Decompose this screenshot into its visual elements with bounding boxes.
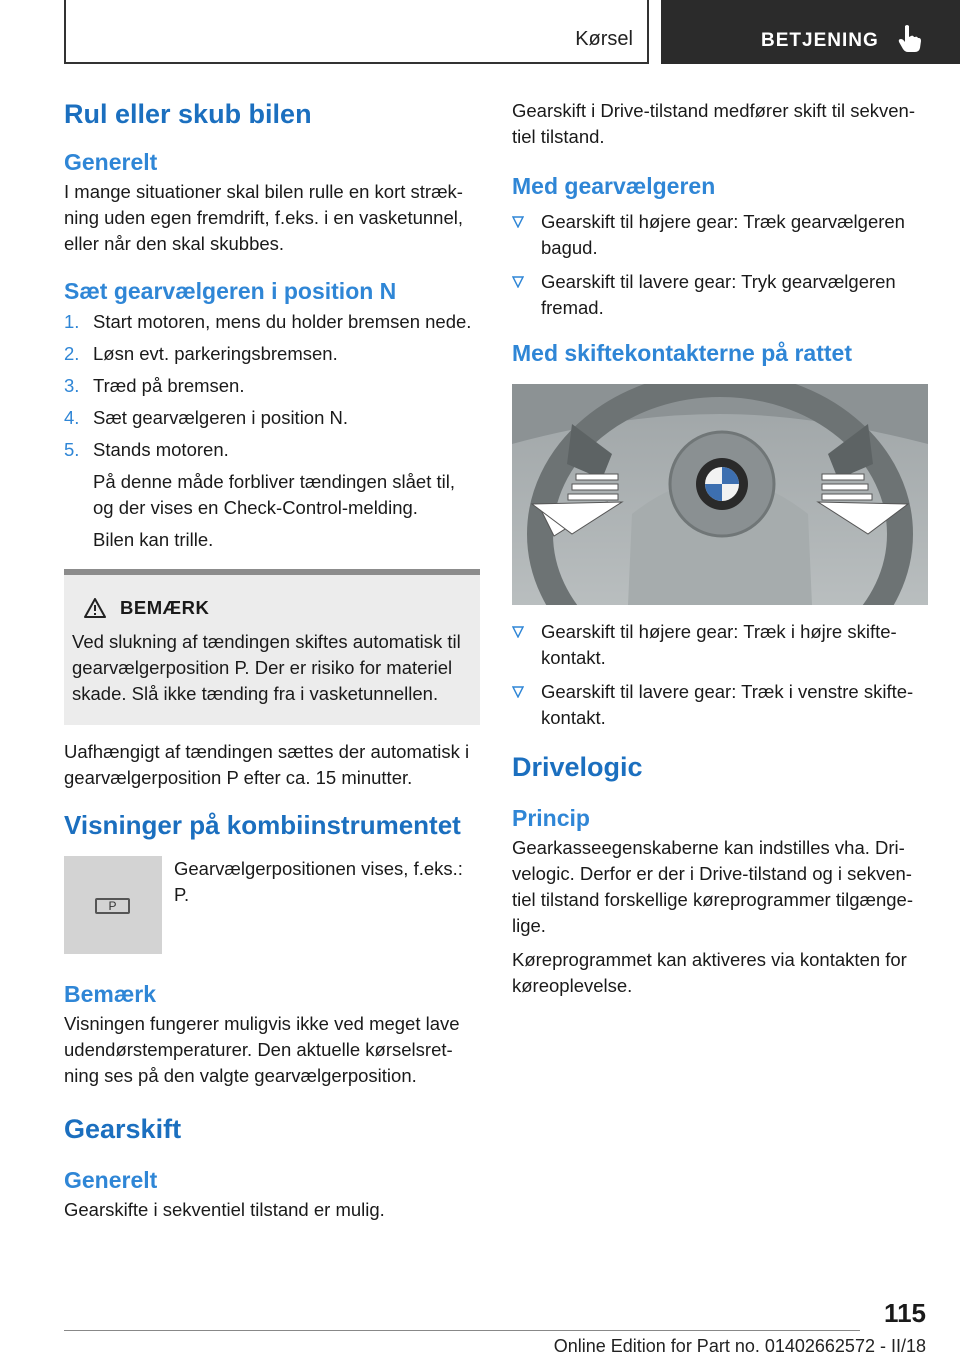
bullet-triangle-icon (512, 626, 524, 638)
footer-divider (64, 1330, 860, 1331)
list-item: 4. Sæt gearvælgeren i position N. (64, 407, 349, 429)
section-title: Kørsel (575, 28, 633, 50)
list-item: Gearskift til højere gear: Træk i højre skiftekontakt. (512, 619, 928, 671)
display-caption: Gearvælgerpositionen vises, f.eks.: P. (174, 857, 463, 905)
heading-remark: Bemærk (64, 980, 157, 1007)
list-item: 2. Løsn evt. parkeringsbremsen. (64, 343, 338, 365)
instrument-display-image (64, 856, 162, 954)
warning-icon (84, 598, 106, 618)
heading-paddles: Med skiftekontakterne på rattet (512, 339, 852, 366)
list-item: 3. Træd på bremsen. (64, 375, 245, 397)
heading-general: Generelt (64, 148, 158, 175)
list-item: 5. Stands motoren. På denne måde forbliver tændingen slået til, og der vises en Check-Control-melding. Bilen kan trille. (64, 437, 480, 553)
notice-title: BEMÆRK (120, 597, 210, 619)
edition-info: Online Edition for Part no. 01402662572 - II/18 (553, 1336, 926, 1356)
heading-principle: Princip (512, 805, 590, 832)
display-example (64, 856, 480, 954)
notice-text: Ved slukning af tændingen skiftes automatisk til gearvælgerposition P. Der er risiko for materiel skade. Slå ikke tænding fra i vasketunnellen. (72, 631, 461, 705)
paragraph-activate: Køreprogrammet kan aktiveres via kontakten for køreoplevelse. (512, 949, 907, 996)
paddle-list (512, 619, 928, 731)
list-item: Gearskift til lavere gear: Tryk gearvælgeren fremad. (512, 269, 928, 321)
hand-pointer-icon (897, 24, 923, 54)
page-number: 115 (884, 1298, 926, 1328)
heading-gearshift: Gearskift (64, 1113, 182, 1144)
left-column (64, 98, 480, 1223)
steps-list (64, 309, 480, 553)
heading-display: Visninger på kombiinstrumentet (64, 810, 461, 841)
header-section-box (64, 0, 649, 64)
heading-drivelogic: Drivelogic (512, 751, 643, 782)
gear-position-indicator: P (95, 898, 130, 914)
header-chapter-box (661, 0, 960, 64)
heading-general-gearshift: Generelt (64, 1167, 158, 1194)
notice-box (64, 569, 480, 725)
heading-position-n: Sæt gearvælgeren i position N (64, 277, 397, 304)
bullet-triangle-icon (512, 216, 524, 228)
heading-selector: Med gearvælgeren (512, 173, 716, 199)
steering-wheel-image (512, 384, 928, 605)
paragraph-principle: Gearkasseegenskaberne kan indstilles vha. Drivelogic. Derfor er der i Drive-tilstand og i sekventiel tilstand forskellige køreprogrammer tilgængelige. (512, 837, 913, 936)
list-item: 1. Start motoren, mens du holder bremsen nede. (64, 311, 472, 333)
heading-roll-push: Rul eller skub bilen (64, 99, 312, 129)
bullet-triangle-icon (512, 276, 524, 288)
bullet-triangle-icon (512, 686, 524, 698)
paragraph-general: I mange situationer skal bilen rulle en kort strækning uden egen fremdrift, f.eks. i en vasketunnel, eller når den skal skubbes. (64, 180, 464, 254)
right-column (512, 98, 928, 999)
list-item: Gearskift til lavere gear: Træk i venstre skiftekontakt. (512, 679, 928, 731)
paragraph-gearshift: Gearskifte i sekventiel tilstand er mulig. (64, 1199, 385, 1220)
selector-list (512, 209, 928, 321)
chapter-title: BETJENING (761, 30, 879, 51)
paragraph-drive-mode: Gearskift i Drive-tilstand medfører skift til sekventiel tilstand. (512, 100, 915, 147)
list-item: Gearskift til højere gear: Træk gearvælgeren bagud. (512, 209, 928, 261)
paragraph-auto-park: Uafhængigt af tændingen sættes der automatisk i gearvælgerposition P efter ca. 15 minutter. (64, 741, 470, 789)
paragraph-remark: Visningen fungerer muligvis ikke ved meget lave udendørstemperaturer. Den aktuelle kørselsretning ses på den valgte gearvælgerposition. (64, 1012, 460, 1086)
step5-result: Bilen kan trille. (93, 529, 214, 551)
step5-detail: På denne måde forbliver tændingen slået til, og der vises en Check-Control-melding. (93, 471, 455, 519)
